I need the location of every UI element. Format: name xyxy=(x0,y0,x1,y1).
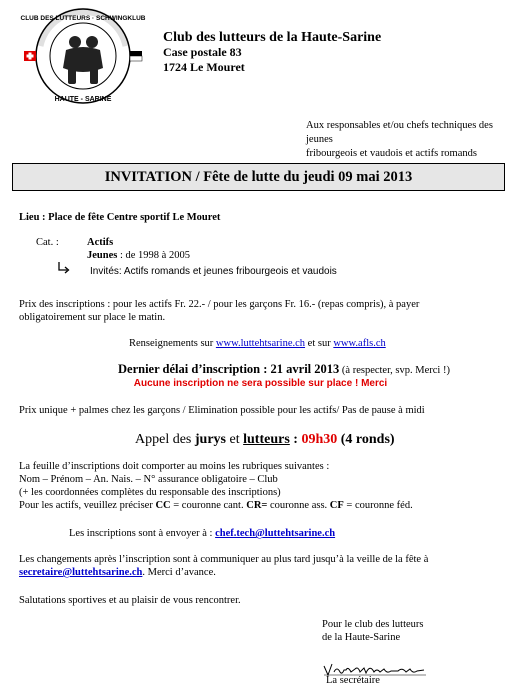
deadline-warning: Aucune inscription ne sera possible sur place ! Merci xyxy=(133,378,388,389)
link-luttehtsarine[interactable]: www.luttehtsarine.ch xyxy=(215,338,306,349)
logo-ring-top: CLUB DES LUTTEURS · SCHWINGKLUB xyxy=(20,15,146,22)
prix-unique: Prix unique + palmes chez les garçons / Elimination possible pour les actifs/ Pas de pause à midi xyxy=(19,405,425,416)
envoyer-prefix: Les inscriptions sont à envoyer à : xyxy=(69,528,216,539)
feuille-line4-b: = couronne cant. xyxy=(170,500,247,511)
feuille-line3: (+ les coordonnées complètes du responsable des inscriptions) xyxy=(19,487,281,498)
changements-line1: Les changements après l’inscription sont à communiquer au plus tard jusqu’à la veille de la fête à xyxy=(19,554,429,565)
email-chef-tech[interactable]: chef.tech@luttehtsarine.ch xyxy=(215,528,336,539)
fribourg-flag-icon xyxy=(130,51,142,61)
link-afls[interactable]: www.afls.ch xyxy=(333,338,386,349)
deadline xyxy=(118,362,450,377)
deadline-main: Dernier délai d’inscription : 21 avril 2013 xyxy=(118,362,340,376)
addressee xyxy=(306,119,521,161)
feuille-cr: CR= xyxy=(246,500,268,511)
appel-part2: et xyxy=(226,432,244,447)
club-name: Club des lutteurs de la Haute-Sarine xyxy=(163,30,382,45)
changements-line2 xyxy=(19,566,428,579)
feuille-line4-c: couronne ass. xyxy=(267,500,330,511)
appel-part3: : xyxy=(289,432,302,447)
appel-time: 09h30 xyxy=(301,432,338,447)
changements xyxy=(19,553,428,579)
email-secretaire[interactable]: secretaire@luttehtsarine.ch xyxy=(19,567,143,578)
club-logo xyxy=(18,6,148,106)
cat-jeunes-label: Jeunes xyxy=(87,250,118,261)
prix-inscriptions xyxy=(19,298,419,324)
feuille-line4-a: Pour les actifs, veuillez préciser xyxy=(19,500,156,511)
swiss-flag-icon xyxy=(24,51,36,61)
closing xyxy=(322,618,423,644)
closing-line2: de la Haute-Sarine xyxy=(322,632,401,643)
addressee-line1: Aux responsables et/ou chefs techniques des jeunes xyxy=(306,120,493,145)
renseignements xyxy=(129,337,386,350)
deadline-note: (à respecter, svp. Merci !) xyxy=(339,365,450,376)
feuille-line4 xyxy=(19,499,413,512)
case-postale: Case postale 83 xyxy=(163,45,242,59)
appel-rounds: (4 ronds) xyxy=(337,432,395,447)
salutations: Salutations sportives et au plaisir de vous rencontrer. xyxy=(19,595,241,606)
prix-line1: Prix des inscriptions : pour les actifs Fr. 22.- / pour les garçons Fr. 16.- (repas compris), à payer xyxy=(19,299,420,310)
prix-line2: obligatoirement sur place le matin. xyxy=(19,312,166,323)
feuille-line1: La feuille d’inscriptions doit comporter au moins les rubriques suivantes : xyxy=(19,461,330,472)
club-header xyxy=(163,30,381,75)
envoyer xyxy=(69,527,335,540)
appel-lutteurs: lutteurs xyxy=(243,432,290,447)
addressee-line2: fribourgeois et vaudois et actifs romands xyxy=(306,148,477,159)
logo-ring-bottom: HAUTE - SARINE xyxy=(54,96,112,103)
cat-jeunes xyxy=(87,249,190,262)
lieu: Lieu : Place de fête Centre sportif Le Mouret xyxy=(19,212,221,223)
renseignements-prefix: Renseignements sur xyxy=(129,338,216,349)
feuille-line4-d: = couronne féd. xyxy=(343,500,413,511)
feuille-inscriptions xyxy=(19,460,413,512)
club-city: 1724 Le Mouret xyxy=(163,60,245,74)
feuille-cc: CC xyxy=(155,500,171,511)
arrow-icon xyxy=(57,261,71,275)
appel-part1: Appel des xyxy=(135,432,195,447)
appel xyxy=(135,432,395,448)
invites: Invités: Actifs romands et jeunes fribourgeois et vaudois xyxy=(90,266,337,277)
invitation-title: INVITATION / Fête de lutte du jeudi 09 mai 2013 xyxy=(12,163,505,191)
cat-actifs: Actifs xyxy=(87,237,114,248)
feuille-cf: CF xyxy=(329,500,344,511)
feuille-line2: Nom – Prénom – An. Nais. – N° assurance obligatoire – Club xyxy=(19,474,278,485)
cat-label: Cat. : xyxy=(36,237,59,248)
closing-line1: Pour le club des lutteurs xyxy=(322,619,424,630)
renseignements-middle: et sur xyxy=(305,338,334,349)
appel-jurys: jurys xyxy=(194,432,227,447)
cat-jeunes-years: : de 1998 à 2005 xyxy=(117,250,190,261)
changements-after: . Merci d’avance. xyxy=(142,567,216,578)
closing-role: La secrétaire xyxy=(326,675,380,686)
